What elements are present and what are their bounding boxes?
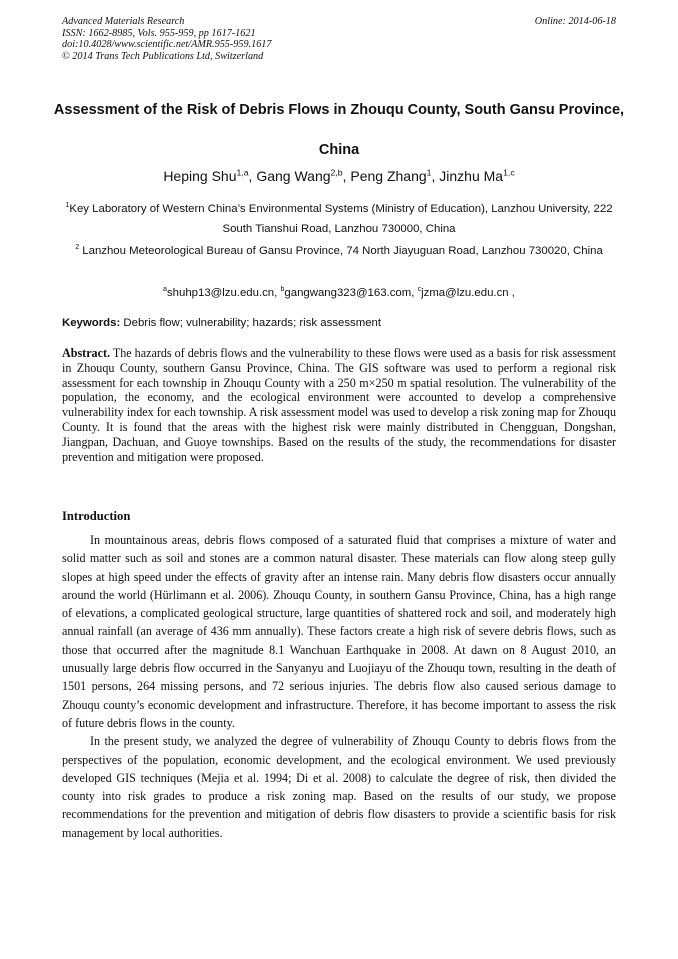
journal-name: Advanced Materials Research: [62, 16, 185, 27]
paragraph: In mountainous areas, debris flows composed of a saturated fluid that comprises a mixture of water and solid matter such as soil and stones are a common natural disaster. These materials can flow along steep gully slopes at high speed under the effects of gravity after an intense rain. Many debris flow disasters occur annually around the world (Hürlimann et al. 2006). Zhouqu County, in southern Gansu Province, China, has a high range of elevations, a complicated geological structure, large quantities of shattered rock and soil, and moderately high annual rainfall (an average of 436 mm annually). These factors create a high risk of severe debris flows, such as those that occurred after the magnitude 8.1 Wanchuan Earthquake in 2008. At dawn on 8 August 2010, an unusually large debris flow occurred in the Sanyanyu and Luojiayu of the Zhouqu town, resulting in the death of 1501 persons, 264 missing persons, and 72 serious injuries. The debris flow also caused serious damage to Zhouqu county’s economic development and infrastructure. Therefore, it has become important to assess the risk of future debris flows in the county.: [62, 533, 616, 730]
keywords-text: Debris flow; vulnerability; hazards; risk assessment: [120, 317, 382, 329]
abstract: [62, 346, 616, 464]
author-list: [40, 166, 638, 186]
paragraph: In the present study, we analyzed the degree of vulnerability of Zhouqu County to debris flows from the perspectives of the population, economic development, and the ecological environment. We used previously developed GIS techniques (Mejia et al. 1994; Di et al. 2008) to calculate the degree of risk, then divided the county into risk grades to produce a risk zoning map. Based on the results of our study, we propose recommendations for the prevention and mitigation of debris flow disasters to provide a scientific basis for risk management by local authorities.: [62, 734, 616, 840]
author: Gang Wang$^{2,b}$,: [256, 167, 351, 184]
abstract-text: The hazards of debris flows and the vulnerability to these flows were used as a basis for risk assessment in Zhouqu County, southern Gansu Province, China. The GIS software was used to perform a regional risk assessment for each township in Zhouqu County with a 250 m×250 m spatial resolution. The vulnerability of the population, the economy, and the ecological environment were accounted to develop a comprehensive vulnerability index for each township. A risk assessment model was used to develop a risk zoning map for Zhouqu County. It is found that the areas with the highest risk were mainly distributed in Chengguan, Dongshan, Jiangpan, Dachuan, and Guoye townships. Based on the results of the study, the recommendations for disaster prevention and mitigation were proposed.: [62, 346, 616, 464]
issn-line: ISSN: 1662-8985, Vols. 955-959, pp 1617-1621: [62, 27, 256, 39]
journal-header: [62, 16, 616, 62]
author: Heping Shu$^{1,a}$,: [163, 167, 257, 184]
keywords: [62, 314, 616, 333]
section-heading-introduction: Introduction: [62, 509, 131, 523]
affiliation-2: $^2$ Lanzhou Meteorological Bureau of Gansu Province, 74 North Jiayuguan Road, Lanzhou 730020, China: [75, 244, 603, 257]
keywords-label: Keywords:: [62, 317, 121, 329]
author: Peng Zhang$^1$,: [350, 167, 440, 184]
affiliation-1: $^1$Key Laboratory of Western China’s Environmental Systems (Ministry of Education), Lanzhou University, 222 South Tianshui Road, Lanzhou 730000, China: [65, 202, 613, 235]
copyright-line: © 2014 Trans Tech Publications Ltd, Switzerland: [62, 50, 264, 62]
doi-line: doi:10.4028/www.scientific.net/AMR.955-959.1617: [62, 39, 272, 50]
author: Jinzhu Ma$^{1,c}$: [439, 167, 515, 184]
introduction-body: [62, 531, 616, 842]
abstract-label: Abstract.: [62, 346, 111, 360]
author-emails: $^a$shuhp13@lzu.edu.cn, $^b$gangwang323@163.com, $^c$jzma@lzu.edu.cn ,: [163, 286, 515, 299]
online-date: Online: 2014-06-18: [534, 16, 616, 27]
paper-title: Assessment of the Risk of Debris Flows in Zhouqu County, South Gansu Province, China: [53, 102, 625, 158]
